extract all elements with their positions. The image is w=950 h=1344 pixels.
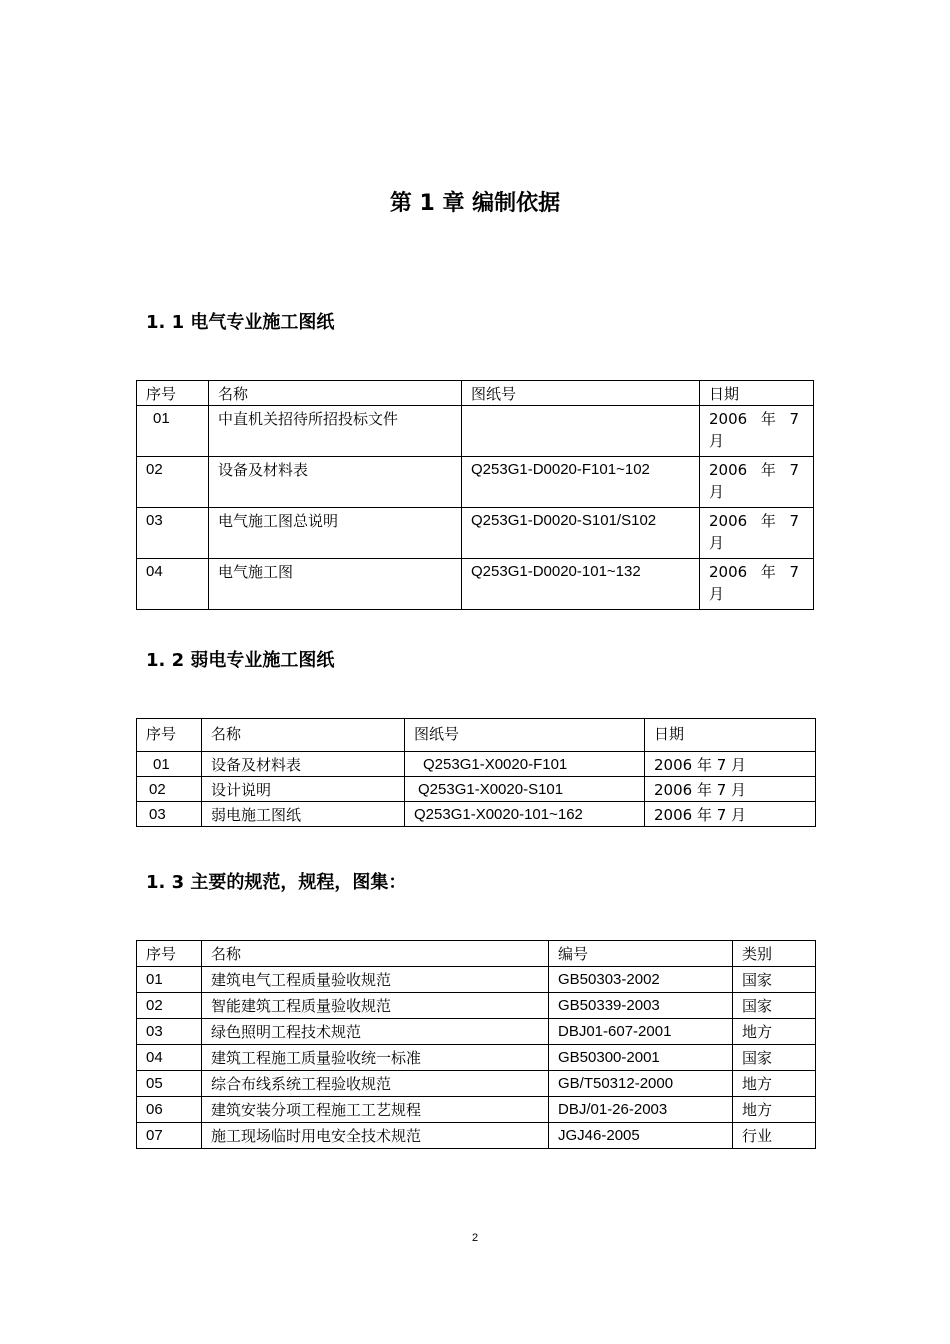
row-name: 施工现场临时用电安全技术规范 (202, 1123, 549, 1149)
header-cell: 名称 (202, 941, 549, 967)
row-date: 2006 年 7 月 (645, 752, 816, 777)
header-cell: 名称 (202, 719, 405, 752)
header-cell: 日期 (645, 719, 816, 752)
table-header-row (137, 719, 816, 752)
table-row (137, 967, 816, 993)
row-number: 02 (137, 993, 202, 1019)
row-name: 综合布线系统工程验收规范 (202, 1071, 549, 1097)
date-month: 7 (789, 461, 799, 479)
table-row (137, 1019, 816, 1045)
row-code: Q253G1-X0020-S101 (405, 777, 645, 802)
row-category: 地方 (733, 1071, 816, 1097)
row-number: 05 (137, 1071, 202, 1097)
row-code: GB50300-2001 (549, 1045, 733, 1071)
row-number: 02 (137, 457, 209, 508)
row-name: 智能建筑工程质量验收规范 (202, 993, 549, 1019)
date-nian: 年 (760, 461, 776, 479)
row-category: 国家 (733, 967, 816, 993)
electrical-drawings-table (136, 380, 814, 610)
low-voltage-drawings-table (136, 718, 816, 827)
row-code: GB/T50312-2000 (549, 1071, 733, 1097)
row-code: Q253G1-D0020-S101/S102 (462, 508, 700, 559)
table-row (137, 457, 814, 508)
date-nian: 年 (760, 563, 776, 581)
row-code: JGJ46-2005 (549, 1123, 733, 1149)
row-category: 国家 (733, 1045, 816, 1071)
table-row (137, 802, 816, 827)
date-nian: 年 (760, 410, 776, 428)
section-heading-low-voltage: 1. 2 弱电专业施工图纸 (146, 650, 335, 671)
row-category: 国家 (733, 993, 816, 1019)
row-category: 地方 (733, 1019, 816, 1045)
date-month: 7 (789, 410, 799, 428)
row-name: 建筑安装分项工程施工工艺规程 (202, 1097, 549, 1123)
row-category: 地方 (733, 1097, 816, 1123)
date-yue: 月 (709, 585, 725, 603)
header-cell: 名称 (209, 381, 462, 406)
date-year: 2006 (709, 512, 748, 530)
table-row (137, 1045, 816, 1071)
table-row (137, 993, 816, 1019)
date-year: 2006 (709, 563, 748, 581)
row-code: DBJ01-607-2001 (549, 1019, 733, 1045)
chapter-title: 第 1 章 编制依据 (389, 191, 561, 216)
table-header-row (137, 941, 816, 967)
row-code: GB50303-2002 (549, 967, 733, 993)
row-date (700, 508, 814, 559)
date-yue: 月 (709, 483, 725, 501)
table-row (137, 559, 814, 610)
row-number: 02 (137, 777, 202, 802)
table-row (137, 1097, 816, 1123)
date-yue: 月 (709, 534, 725, 552)
table-row (137, 508, 814, 559)
row-name: 电气施工图总说明 (209, 508, 462, 559)
row-date: 2006 年 7 月 (645, 777, 816, 802)
header-cell: 序号 (137, 719, 202, 752)
row-number: 04 (137, 559, 209, 610)
row-date (700, 457, 814, 508)
row-date (700, 406, 814, 457)
row-name: 中直机关招待所招投标文件 (209, 406, 462, 457)
date-year: 2006 (709, 461, 748, 479)
date-month: 7 (789, 512, 799, 530)
page-number: 2 (471, 1232, 479, 1244)
table-row (137, 752, 816, 777)
row-code: GB50339-2003 (549, 993, 733, 1019)
table-row (137, 406, 814, 457)
row-code: Q253G1-D0020-F101~102 (462, 457, 700, 508)
date-yue: 月 (709, 432, 725, 450)
table-row (137, 1123, 816, 1149)
row-name: 建筑电气工程质量验收规范 (202, 967, 549, 993)
section-heading-standards: 1. 3 主要的规范，规程，图集： (146, 872, 407, 893)
row-number: 06 (137, 1097, 202, 1123)
row-category: 行业 (733, 1123, 816, 1149)
date-year: 2006 (709, 410, 748, 428)
row-name: 设备及材料表 (202, 752, 405, 777)
header-cell: 日期 (700, 381, 814, 406)
row-name: 建筑工程施工质量验收统一标准 (202, 1045, 549, 1071)
row-number: 03 (137, 508, 209, 559)
row-number: 01 (137, 406, 209, 457)
row-date: 2006 年 7 月 (645, 802, 816, 827)
standards-table (136, 940, 816, 1149)
row-code: Q253G1-X0020-101~162 (405, 802, 645, 827)
row-number: 03 (137, 802, 202, 827)
date-month: 7 (789, 563, 799, 581)
date-nian: 年 (760, 512, 776, 530)
row-name: 电气施工图 (209, 559, 462, 610)
row-code: Q253G1-D0020-101~132 (462, 559, 700, 610)
header-cell: 类别 (733, 941, 816, 967)
row-number: 03 (137, 1019, 202, 1045)
row-number: 07 (137, 1123, 202, 1149)
row-name: 绿色照明工程技术规范 (202, 1019, 549, 1045)
table-header-row (137, 381, 814, 406)
row-number: 01 (137, 752, 202, 777)
row-code: DBJ/01-26-2003 (549, 1097, 733, 1123)
row-name: 设计说明 (202, 777, 405, 802)
header-cell: 序号 (137, 381, 209, 406)
row-number: 01 (137, 967, 202, 993)
header-cell: 编号 (549, 941, 733, 967)
row-name: 设备及材料表 (209, 457, 462, 508)
table-row (137, 777, 816, 802)
header-cell: 序号 (137, 941, 202, 967)
row-name: 弱电施工图纸 (202, 802, 405, 827)
table-row (137, 1071, 816, 1097)
row-number: 04 (137, 1045, 202, 1071)
header-cell: 图纸号 (405, 719, 645, 752)
header-cell: 图纸号 (462, 381, 700, 406)
row-code (462, 406, 700, 457)
row-code: Q253G1-X0020-F101 (405, 752, 645, 777)
row-date (700, 559, 814, 610)
section-heading-electrical: 1. 1 电气专业施工图纸 (146, 312, 335, 333)
